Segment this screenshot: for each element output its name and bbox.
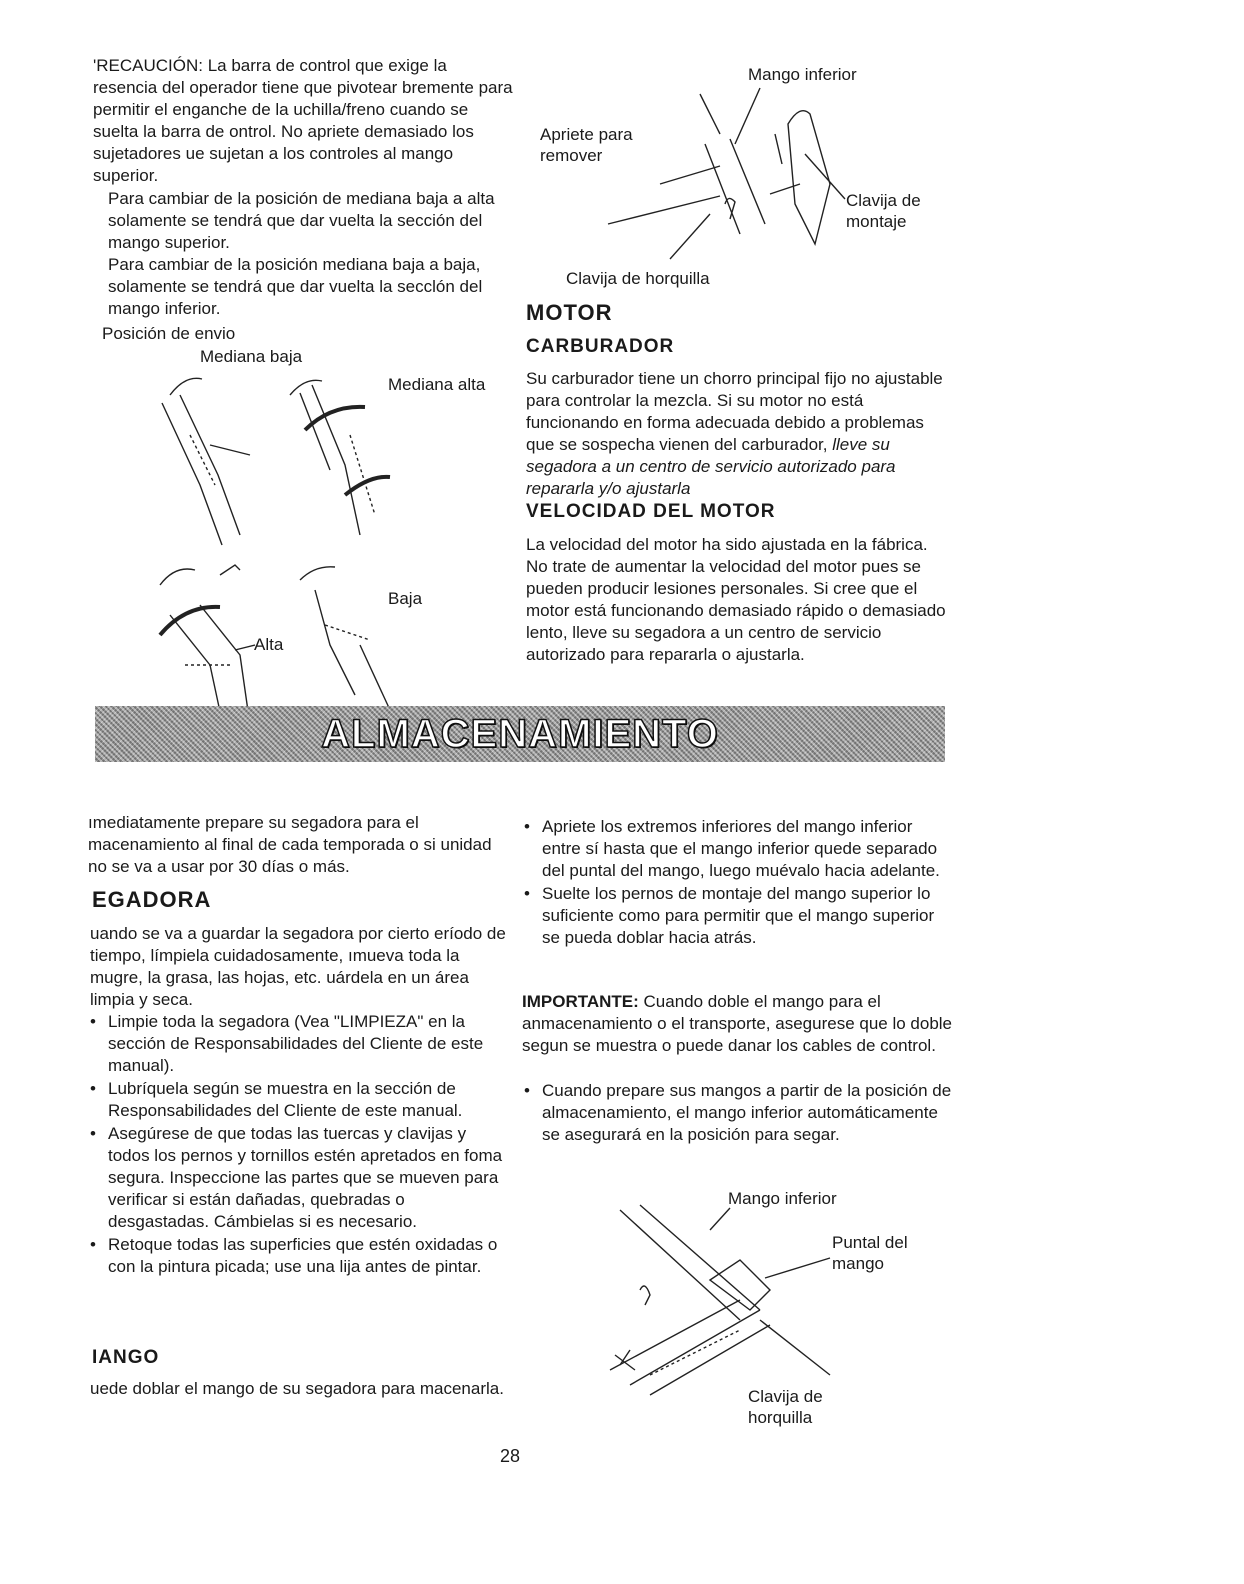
mower-storage-list (88, 1011, 508, 1279)
fold-steps-list (522, 816, 952, 950)
list-item: • Limpie toda la segadora (Vea "LIMPIEZA" en la sección de Responsabilidades del Cliente de este manual). (88, 1011, 508, 1077)
label-lower-handle-2: Mango inferior (728, 1189, 837, 1208)
engine-speed-text: La velocidad del motor ha sido ajustada en la fábrica. No trate de aumentar la velocidad del motor pues se pueden producir lesiones personales. Si cree que el motor está funcionando demasiado rápido o demasiado lento, lleve su segadora a un centro de servicio autorizado para repararla o ajustarla. (526, 535, 946, 664)
handle-positions-figure (140, 365, 440, 755)
storage-intro: ımediatamente prepare su segadora para el macenamiento al final de cada temporada o si unidad no se va a usar por 30 días o más. (88, 813, 492, 876)
page-number: 28 (500, 1446, 521, 1466)
folded-handle-figure (590, 1200, 850, 1400)
list-item: • Apriete los extremos inferiores del mango inferior entre sí hasta que el mango inferior quede separado del puntal del mango, luego muévalo hacia adelante. (522, 816, 952, 882)
carburetor-text: Su carburador tiene un chorro principal fijo no ajustable para controlar la mezcla. Si su motor no está funcionando en forma adecuada debido a problemas que se sospecha vienen del carburador, lleve su segadora a un centro de servicio autorizado para repararla y/o ajustarla (526, 369, 943, 498)
list-item: • Cuando prepare sus mangos a partir de la posición de almacenamiento, el mango inferior automáticamente se asegurará en la posición para segar. (522, 1080, 952, 1146)
label-shipping-position: Posición de envio (102, 324, 236, 343)
heading-engine-speed: VELOCIDAD DEL MOTOR (526, 501, 776, 522)
label-medium-high: Mediana alta (388, 375, 486, 394)
heading-motor: MOTOR (526, 300, 613, 325)
unfold-steps-list (522, 1080, 952, 1147)
important-note: IMPORTANTE: Cuando doble el mango para el anmacenamiento o el transporte, asegurese que lo doble segun se muestra o puede danar los cables de control. (522, 992, 953, 1055)
caution-text: 'RECAUCIÓN: La barra de control que exige la resencia del operador tiene que pivotear bremente para permitir el enganche de la uchilla/freno cuando se suelta la barra de ontrol. No apriete demasiado los sujetadores ue sujetan a los controles al mango superior. (93, 56, 513, 185)
heading-carburetor: CARBURADOR (526, 336, 675, 357)
handle-storage-text: uede doblar el mango de su segadora para macenarla. (90, 1379, 504, 1398)
label-mounting-pin: Clavija de montaje (846, 191, 921, 231)
label-handle-strut: Puntal del mango (832, 1233, 908, 1273)
storage-title: ALMACENAMIENTO (321, 712, 719, 756)
label-squeeze-to-remove: Apriete para remover (540, 125, 633, 165)
heading-mower: EGADORA (92, 887, 212, 912)
storage-banner (95, 706, 945, 762)
label-hairpin-clip-2: Clavija de horquilla (748, 1387, 823, 1427)
list-item: • Retoque todas las superficies que estén oxidadas o con la pintura picada; use una lija antes de pintar. (88, 1234, 508, 1278)
para-med-low-to-high: Para cambiar de la posición de mediana baja a alta solamente se tendrá que dar vuelta la sección del mango superior. (108, 189, 495, 252)
list-item: • Lubríquela según se muestra en la sección de Responsabilidades del Cliente de este manual. (88, 1078, 508, 1122)
handle-removal-figure (600, 84, 840, 274)
label-medium-low: Mediana baja (200, 347, 303, 366)
mower-storage-text: uando se va a guardar la segadora por cierto eríodo de tiempo, límpiela cuidadosamente, ımueva toda la mugre, la grasa, las hojas, etc. uárdela en un área limpia y seca. (90, 924, 506, 1009)
label-lower-handle: Mango inferior (748, 65, 857, 84)
heading-handle: IANGO (92, 1347, 160, 1368)
label-high: Alta (254, 635, 284, 654)
list-item: • Suelte los pernos de montaje del mango superior lo suficiente como para permitir que el mango superior se pueda doblar hacia atrás. (522, 883, 952, 949)
list-item: • Asegúrese de que todas las tuercas y clavijas y todos los pernos y tornillos estén apretados en foma segura. Inspeccione las partes que se mueven para verificar si están dañadas, quebradas o desgastadas. Cámbielas si es necesario. (88, 1123, 508, 1233)
label-low: Baja (388, 589, 423, 608)
para-med-low-to-low: Para cambiar de la posición mediana baja a baja, solamente se tendrá que dar vuelta la secclón del mango inferior. (108, 255, 483, 318)
label-hairpin-clip: Clavija de horquilla (566, 269, 710, 288)
